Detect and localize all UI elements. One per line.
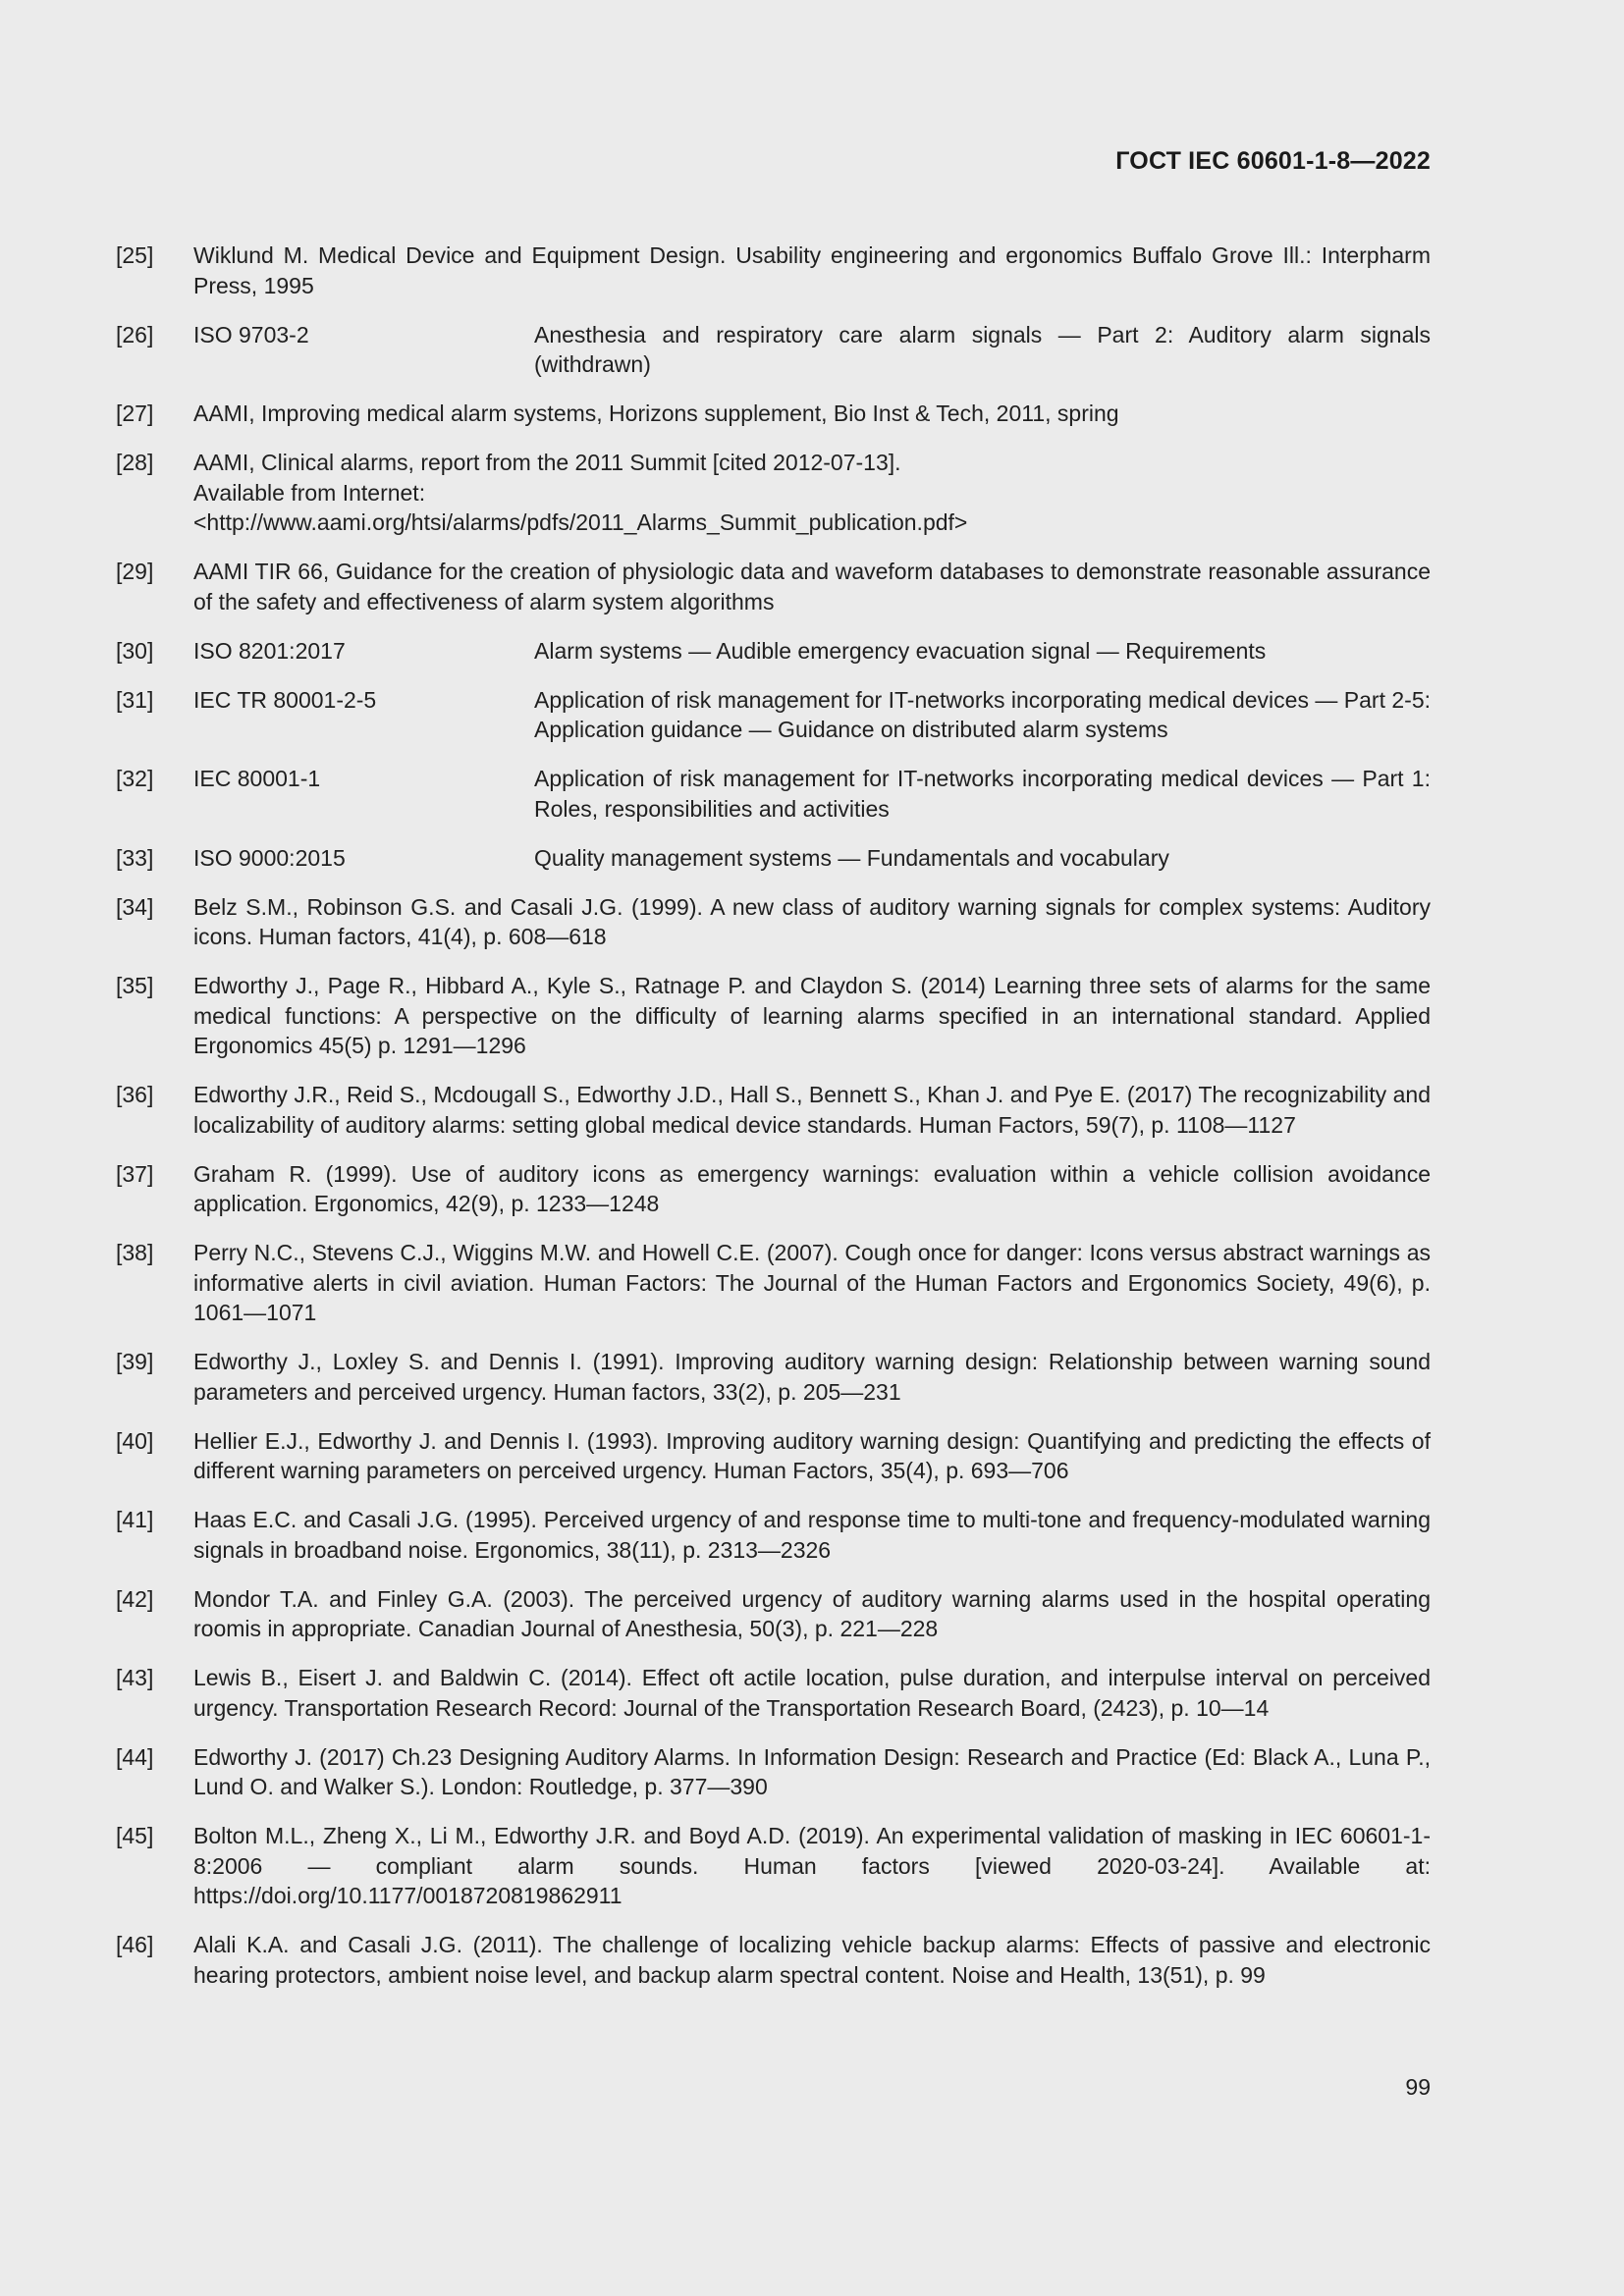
- reference-line: AAMI, Clinical alarms, report from the 2011 Summit [cited 2012-07-13].: [193, 450, 901, 475]
- bibliography-list: [116, 240, 1431, 2009]
- reference-code: IEC 80001-1: [193, 766, 321, 791]
- reference-text: Edworthy J., Page R., Hibbard A., Kyle S., Ratnage P. and Claydon S. (2014) Learning three sets of alarms for the same medical functions: A perspective on the difficulty of learning alarms specified in an international standard. Applied Ergonomics 45(5) p. 1291—1296: [193, 973, 1431, 1058]
- reference-title: Application of risk management for IT-networks incorporating medical devices — Part 1: Roles, responsibilities and activities: [534, 766, 1431, 822]
- reference-item: [116, 685, 1431, 745]
- reference-line: Available from Internet:: [193, 479, 426, 506]
- reference-number: [40]: [116, 1427, 154, 1454]
- reference-item: [116, 892, 1431, 952]
- reference-item: [116, 971, 1431, 1061]
- reference-number: [28]: [116, 450, 154, 475]
- reference-text: AAMI TIR 66, Guidance for the creation of physiologic data and waveform databases to demonstrate reasonable assurance of the safety and effectiveness of alarm system algorithms: [193, 559, 1431, 614]
- reference-number: [34]: [116, 893, 154, 920]
- reference-text: Mondor T.A. and Finley G.A. (2003). The perceived urgency of auditory warning alarms used in the hospital operating roomis in appropriate. Canadian Journal of Anesthesia, 50(3), p. 221—228: [193, 1585, 1431, 1641]
- reference-number: [27]: [116, 400, 154, 426]
- reference-item: [116, 240, 1431, 300]
- reference-title: Application of risk management for IT-networks incorporating medical devices — Part 2-5: Application guidance — Guidance on distributed alarm systems: [534, 686, 1431, 742]
- reference-code: ISO 9703-2: [193, 321, 309, 347]
- reference-item: [116, 636, 1431, 667]
- reference-text: Graham R. (1999). Use of auditory icons as emergency warnings: evaluation within a vehicle collision avoidance application. Ergonomics, 42(9), p. 1233—1248: [193, 1160, 1431, 1216]
- reference-item: [116, 1347, 1431, 1407]
- reference-text: Alali K.A. and Casali J.G. (2011). The challenge of localizing vehicle backup alarms: Effects of passive and electronic hearing protectors, ambient noise level, and backup alarm spectral content. Noise and Health, 13(51), p. 99: [193, 1932, 1431, 1988]
- reference-code: ISO 8201:2017: [193, 637, 346, 664]
- reference-number: [44]: [116, 1743, 154, 1770]
- reference-text: Edworthy J., Loxley S. and Dennis I. (1991). Improving auditory warning design: Relationship between warning sound parameters and perceived urgency. Human factors, 33(2), p. 205—231: [193, 1349, 1431, 1405]
- reference-text: Bolton M.L., Zheng X., Li M., Edworthy J.R. and Boyd A.D. (2019). An experimental validation of masking in IEC 60601-1-8:2006 — compliant alarm sounds. Human factors [viewed 2020-03-24]. Available at: https://doi.org/10.1177/0018720819862911: [193, 1823, 1431, 1908]
- reference-text: [193, 448, 1431, 538]
- reference-text: Haas E.C. and Casali J.G. (1995). Perceived urgency of and response time to multi-tone and frequency-modulated warning signals in broadband noise. Ergonomics, 38(11), p. 2313—2326: [193, 1507, 1431, 1563]
- reference-item: [116, 1080, 1431, 1140]
- reference-number: [46]: [116, 1932, 154, 1957]
- reference-text: Lewis B., Eisert J. and Baldwin C. (2014). Effect oft actile location, pulse duration, and interpulse interval on perceived urgency. Transportation Research Record: Journal of the Transportation Research Board, (2423), p. 10—14: [193, 1665, 1431, 1721]
- reference-item: [116, 1505, 1431, 1565]
- reference-item: [116, 1426, 1431, 1486]
- reference-number: [39]: [116, 1349, 154, 1374]
- page-number: 99: [1405, 2074, 1431, 2100]
- reference-item: [116, 843, 1431, 874]
- reference-text: Edworthy J.R., Reid S., Mcdougall S., Edworthy J.D., Hall S., Bennett S., Khan J. and Pye E. (2017) The recognizability and localizability of auditory alarms: setting global medical device standards. Human Factors, 59(7), p. 1108—1127: [193, 1082, 1431, 1138]
- reference-item: [116, 1159, 1431, 1219]
- reference-item: [116, 764, 1431, 824]
- reference-text: Wiklund M. Medical Device and Equipment Design. Usability engineering and ergonomics Buffalo Grove Ill.: Interpharm Press, 1995: [193, 242, 1431, 298]
- reference-text: Belz S.M., Robinson G.S. and Casali J.G. (1999). A new class of auditory warning signals for complex systems: Auditory icons. Human factors, 41(4), p. 608—618: [193, 893, 1431, 949]
- reference-number: [33]: [116, 844, 154, 871]
- reference-number: [25]: [116, 242, 154, 268]
- reference-number: [31]: [116, 686, 154, 713]
- reference-title: Quality management systems — Fundamentals and vocabulary: [534, 844, 1169, 871]
- reference-item: [116, 399, 1431, 429]
- reference-number: [38]: [116, 1240, 154, 1265]
- reference-item: [116, 1238, 1431, 1328]
- reference-text: AAMI, Improving medical alarm systems, Horizons supplement, Bio Inst & Tech, 2011, spring: [193, 400, 1119, 426]
- reference-number: [43]: [116, 1665, 154, 1690]
- reference-number: [45]: [116, 1823, 154, 1848]
- reference-number: [36]: [116, 1082, 154, 1107]
- reference-text: Perry N.C., Stevens C.J., Wiggins M.W. and Howell C.E. (2007). Cough once for danger: Icons versus abstract warnings as informative alerts in civil aviation. Human Factors: The Journal of the Human Factors and Ergonomics Society, 49(6), p. 1061—1071: [193, 1240, 1431, 1325]
- reference-code: IEC TR 80001-2-5: [193, 686, 377, 713]
- reference-item: [116, 1663, 1431, 1723]
- reference-number: [35]: [116, 973, 154, 998]
- reference-text: Edworthy J. (2017) Ch.23 Designing Auditory Alarms. In Information Design: Research and Practice (Ed: Black A., Luna P., Lund O. and Walker S.). London: Routledge, p. 377—390: [193, 1743, 1431, 1799]
- reference-code: ISO 9000:2015: [193, 844, 346, 871]
- reference-item: [116, 320, 1431, 380]
- reference-url: <http://www.aami.org/htsi/alarms/pdfs/2011_Alarms_Summit_publication.pdf>: [193, 509, 968, 535]
- reference-text: Hellier E.J., Edworthy J. and Dennis I. (1993). Improving auditory warning design: Quantifying and predicting the effects of different warning parameters on perceived urgency. Human Factors, 35(4), p. 693—706: [193, 1427, 1431, 1483]
- reference-number: [29]: [116, 559, 154, 584]
- reference-number: [37]: [116, 1160, 154, 1187]
- reference-title: Alarm systems — Audible emergency evacuation signal — Requirements: [534, 637, 1267, 664]
- reference-item: [116, 1821, 1431, 1911]
- page-header: ГОСТ IEC 60601-1-8—2022: [1115, 147, 1431, 175]
- reference-item: [116, 1742, 1431, 1802]
- reference-item: [116, 1584, 1431, 1644]
- reference-number: [41]: [116, 1507, 154, 1532]
- reference-item: [116, 557, 1431, 616]
- reference-number: [32]: [116, 766, 154, 791]
- reference-item: [116, 448, 1431, 538]
- reference-item: [116, 1930, 1431, 1990]
- reference-number: [26]: [116, 321, 154, 347]
- reference-title: Anesthesia and respiratory care alarm signals — Part 2: Auditory alarm signals (withdrawn): [534, 321, 1431, 377]
- reference-number: [30]: [116, 637, 154, 664]
- reference-number: [42]: [116, 1585, 154, 1612]
